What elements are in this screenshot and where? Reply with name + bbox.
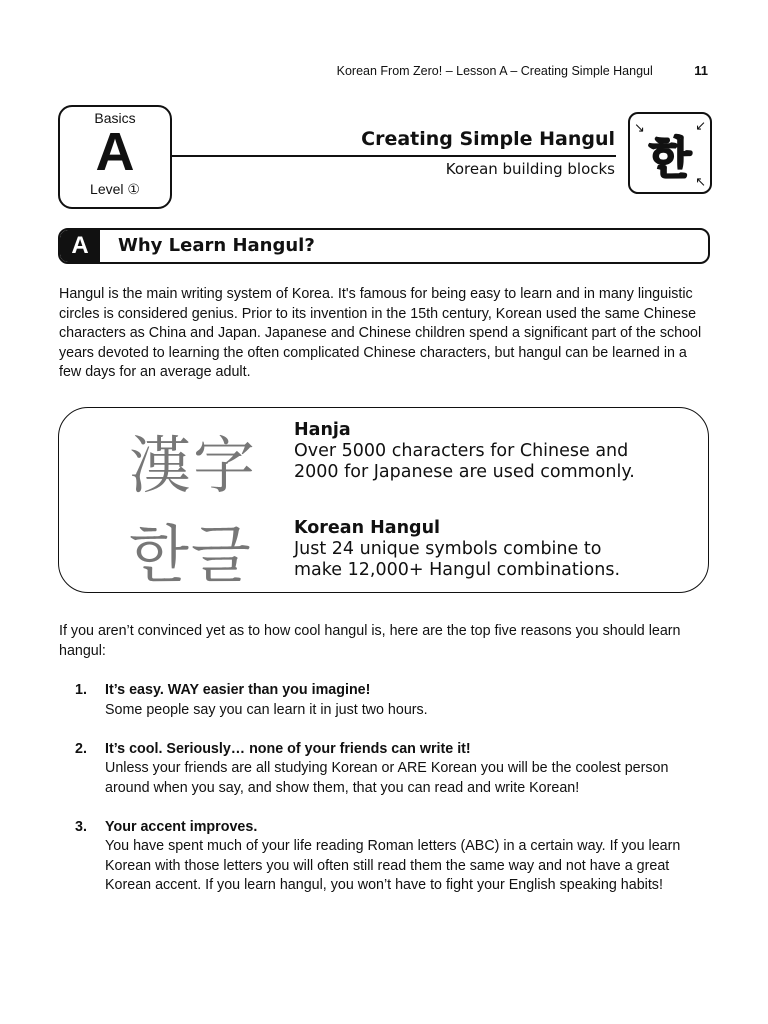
hangul-line-2: make 12,000+ Hangul combinations. — [294, 560, 621, 580]
hanja-vs-hangul-box — [58, 407, 709, 593]
reasons-list — [75, 681, 715, 915]
hangul-glyphs: 한글 — [129, 518, 253, 591]
page-number: 11 — [694, 63, 708, 78]
hangul-han-glyph: 한 — [648, 134, 692, 183]
list-item — [75, 818, 715, 896]
reason-number: 2. — [75, 740, 87, 757]
section-title: Why Learn Hangul? — [118, 235, 315, 256]
running-header — [337, 63, 708, 78]
reason-body: You have spent much of your life reading Roman letters (ABC) in a certain way. If you learn Korean with those letters you will often still read them the same way and not have a great Korean accent. If you learn hangul, you won’t have to fight your English speaking habits! — [105, 838, 681, 893]
reason-body: Unless your friends are all studying Korean or ARE Korean you will be the coolest person around when you say, and show them, that you can read and write Korean! — [105, 760, 669, 796]
hanja-heading: Hanja — [294, 420, 351, 440]
level-box-category: Basics — [94, 110, 136, 126]
reasons-intro: If you aren’t convinced yet as to how cool hangul is, here are the top five reasons you should learn hangul: — [59, 623, 681, 659]
hangul-heading: Korean Hangul — [294, 518, 441, 538]
reason-body: Some people say you can learn it in just two hours. — [105, 701, 428, 718]
reason-number: 1. — [75, 682, 87, 698]
intro-paragraph: Hangul is the main writing system of Korea. It's famous for being easy to learn and in many linguistic circles is considered genius. Prior to its invention in the 15th century, Korean used the same Chinese characters as China and Japan. Japanese and Chinese children spend a significant part of the school years devoted to learning the often complicated Chinese characters, but hangul can be learned in a few days for an average adult. — [59, 286, 702, 380]
list-item — [75, 740, 715, 799]
title-divider — [170, 155, 616, 157]
hangul-stroke-icon — [628, 112, 712, 194]
section-header — [58, 228, 710, 264]
running-header-text: Korean From Zero! – Lesson A – Creating Simple Hangul — [336, 64, 653, 78]
hanja-line-2: 2000 for Japanese are used commonly. — [294, 462, 635, 482]
hanja-description — [294, 420, 635, 483]
list-item — [75, 681, 715, 720]
lesson-title: Creating Simple Hangul — [361, 128, 615, 150]
section-letter: A — [60, 230, 100, 262]
hanja-glyphs: 漢字 — [129, 429, 258, 502]
arrow-icon: ↙ — [695, 118, 706, 133]
arrow-icon: ↖ — [695, 174, 706, 189]
reason-title: It’s cool. Seriously… none of your friends can write it! — [105, 740, 471, 757]
lesson-level-box — [58, 105, 172, 209]
lesson-subtitle: Korean building blocks — [445, 160, 615, 178]
reason-title: Your accent improves. — [105, 818, 258, 835]
reason-title: It’s easy. WAY easier than you imagine! — [105, 682, 371, 698]
level-box-level: Level ① — [90, 181, 140, 197]
hangul-description — [294, 518, 620, 581]
reason-number: 3. — [75, 818, 87, 835]
arrow-icon: ↘ — [634, 120, 645, 135]
hanja-line-1: Over 5000 characters for Chinese and — [294, 441, 629, 461]
level-box-letter: A — [95, 122, 135, 182]
hangul-line-1: Just 24 unique symbols combine to — [294, 539, 602, 559]
